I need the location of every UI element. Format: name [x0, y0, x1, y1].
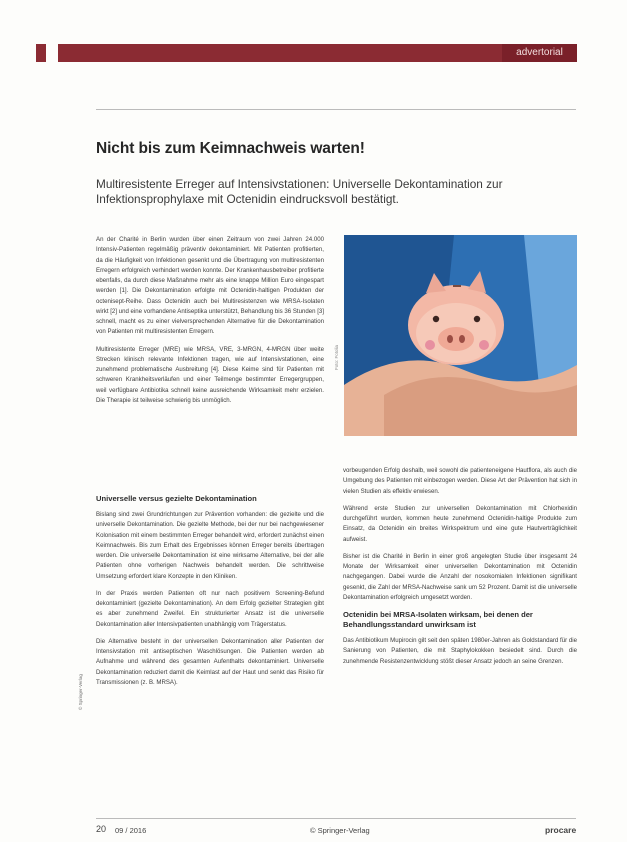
issue-date: 09 / 2016	[115, 826, 147, 835]
right-paragraph-2: Während erste Studien zur universellen Dekontamination mit Chlorhexidin durchgeführt wurden, kommen heute zunehmend Octenidin-haltige Produkte zum Einsatz, da Octenidin ein breites Wirkspektrum und eine gute Hautverträglichkeit aufweist.	[343, 504, 577, 543]
section-heading-1: Universelle versus gezielte Dekontamination	[96, 494, 257, 503]
journal-brand: procare	[545, 825, 577, 835]
section1-paragraph-1: Bislang sind zwei Grundrichtungen zur Prävention vorhanden: die gezielte und die universelle Dekontamination. Die gezielte Methode, bei der nur bei nachgewiesener Kolonisation mit einem bestimmten Erreger behandelt wird, erfordert zunächst einen Keimnachweis. Bis zum Erhalt des Ergebnisses können Erreger bereits übertragen werden. Die universelle Dekontamination ist eine wirksame Alternative, bei der alle Patienten ohne vorherigen Nachweis behandelt werden. Die schrittweise Umsetzung erfordert klare Konzepte in den Kliniken.	[96, 511, 324, 580]
article-subtitle: Multiresistente Erreger auf Intensivstationen: Universelle Dekontamination zur Infektionsprophylaxe mit Octenidin eindrucksvoll bestätigt.	[96, 177, 503, 206]
piggy-bank-photo	[344, 235, 577, 436]
header-accent-block	[36, 44, 46, 62]
right-column	[343, 466, 577, 674]
header-bar	[58, 44, 577, 62]
right-paragraph-1: vorbeugenden Erfolg deshalb, weil sowohl die patienteneigene Hautflora, als auch die Umgebung des Patienten mit einbezogen werden. Diese Art der Prävention hat sich in vielen Studien als effektiv erwiesen.	[343, 467, 577, 495]
intro-paragraph-2: Multiresistente Erreger (MRE) wie MRSA, VRE, 3-MRGN, 4-MRGN über weite Strecken klinisch relevante Infektionen tragen, wie auf Intensivstationen, eine zunehmend problematische Ausbreitung [4]. Diese Keime sind für Patienten mit schweren Krankheitsverläufen und einer Teilmenge bestimmter Erregergruppen, weil verfügbare Antibiotika schnell keine ausreichende Wirksamkeit mehr erzielen. Die Therapie ist teilweise schwierig bis unmöglich.	[96, 345, 324, 404]
top-divider	[96, 109, 576, 110]
photo-credit: Foto: Fotolia	[334, 344, 339, 370]
article-title: Nicht bis zum Keimnachweis warten!	[96, 140, 365, 157]
section1-paragraph-2: In der Praxis werden Patienten oft nur nach positivem Screening-Befund dekontaminiert (gezielte Dekontamination). An dem Erfolg gezielter Strategien gibt es aber zunehmend Zweifel. Ein strukturierter Ansatz ist die universelle Dekontamination aller Intensivpatienten unabhängig vom Trägerstatus.	[96, 589, 324, 628]
left-column-section	[96, 488, 324, 695]
advertorial-label: advertorial	[502, 44, 577, 62]
side-credit: © Springer-Verlag	[78, 674, 83, 710]
section-heading-2: Octenidin bei MRSA-Isolaten wirksam, bei denen der Behandlungsstandard unwirksam ist	[343, 610, 533, 629]
publisher: © Springer-Verlag	[310, 826, 370, 835]
right-paragraph-4: Das Antibiotikum Mupirocin gilt seit den späten 1980er-Jahren als Goldstandard für die Sanierung von Patienten, die mit Staphylokokken besiedelt sind. Durch die zunehmende Resistenzentwicklung stößt dieser Ansatz jedoch an seine Grenzen.	[343, 637, 577, 665]
section1-paragraph-3: Die Alternative besteht in der universellen Dekontamination aller Patienten der Intensivstation mit antiseptischen Waschlösungen. Die Patienten werden ab Aufnahme und während des gesamten Aufenthalts dekontaminiert. Universelle Dekontamination reduziert damit die Keimlast auf der Haut und senkt das Risiko für Transmissionen (z. B. MRSA).	[96, 637, 324, 686]
right-paragraph-3: Bisher ist die Charité in Berlin in einer groß angelegten Studie über insgesamt 24 Monate der Wirksamkeit einer universellen Dekontamination mit Octenidin nachgegangen. Dabei wurde die Anzahl der nosokomialen Infektionen signifikant gesenkt, die Zahl der MRSA-Nachweise sank um 52 Prozent. Damit ist die universelle Dekontamination erfolgreich umgesetzt worden.	[343, 552, 577, 601]
bottom-divider	[96, 818, 576, 819]
page-number: 20	[96, 824, 107, 834]
intro-paragraph-1: An der Charité in Berlin wurden über einen Zeitraum von zwei Jahren 24.000 Intensiv-Patienten regelmäßig präventiv dekontaminiert. Mit Patienten profitierten, da die Häufigkeit von Infektionen gesenkt und die Übertragung von multiresistenten Erregern erfolgreich verhindert werden konnte. Der Krankenhausbetreiber profitierte ebenfalls, da durch diese Maßnahme mehr als eine knappe Million Euro eingespart werden [1]. Die Dekontamination erfolgte mit Octenidin-haltigen Produkten der octenisept-Reihe. Dass Octenidin auch bei Multiresistenzen wie MRSA-Isolaten wirkt [2] und eine vorhandene Antiseptika unterstützt, Behandlung bis 36 Stunden [3] schnell, macht es zu einer vielversprechenden Alternative für die Dekontamination von Patienten mit multiresistenten Erregern.	[96, 236, 324, 336]
article-photo	[344, 235, 577, 436]
left-column-intro	[96, 235, 324, 413]
